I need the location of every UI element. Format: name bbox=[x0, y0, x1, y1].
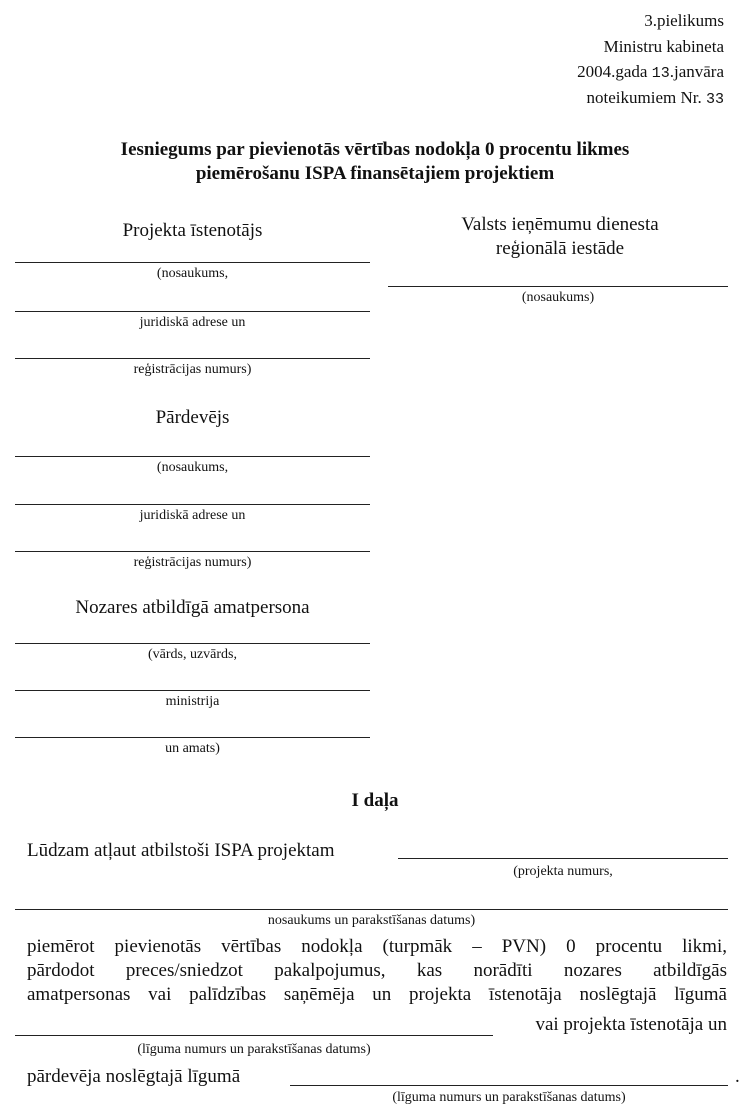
project-caption: (projekta numurs, bbox=[513, 864, 613, 879]
seller-caption-2: juridiskā adrese un bbox=[139, 508, 246, 523]
implementer-label: Projekta īstenotājs bbox=[122, 220, 263, 241]
official-line-3[interactable] bbox=[15, 737, 370, 738]
seller-contract-caption: (līguma numurs un parakstīšanas datums) bbox=[392, 1090, 626, 1105]
regs-label: noteikumiem Nr. bbox=[586, 88, 702, 107]
seller-contract-line[interactable] bbox=[290, 1085, 728, 1086]
tax-office-line[interactable] bbox=[388, 286, 728, 287]
part-1-heading: I daļa bbox=[351, 790, 399, 811]
seller-contract-label: pārdevēja noslēgtajā līgumā bbox=[27, 1066, 241, 1087]
title-line-2: piemērošanu ISPA finansētajiem projektiem bbox=[195, 163, 555, 184]
paragraph-line-3: amatpersonas vai palīdzības saņēmēja un projekta īstenotāja noslēgtajā līgumā bbox=[27, 984, 727, 1005]
tax-office-label bbox=[390, 213, 730, 261]
tax-office-label-line-1: Valsts ieņēmumu dienesta bbox=[461, 214, 659, 235]
project-line[interactable] bbox=[398, 858, 728, 859]
contract-tail-text: vai projekta īstenotāja un bbox=[535, 1014, 727, 1035]
seller-caption-3: reģistrācijas numurs) bbox=[133, 555, 252, 570]
paragraph-line-1: piemērot pievienotās vērtības nodokļa (turpmāk – PVN) 0 procentu likmi, bbox=[27, 936, 727, 957]
implementer-line-2[interactable] bbox=[15, 311, 370, 312]
annex-number: 3.pielikums bbox=[644, 11, 724, 30]
date-suffix: .janvāra bbox=[669, 62, 724, 81]
official-caption-2: ministrija bbox=[165, 694, 220, 709]
cabinet-label: Ministru kabineta bbox=[603, 37, 724, 56]
regulation-date bbox=[577, 63, 724, 81]
seller-caption-1: (nosaukums, bbox=[156, 460, 229, 475]
project-details-caption: nosaukums un parakstīšanas datums) bbox=[267, 913, 476, 928]
regs-number: 33 bbox=[705, 91, 724, 108]
paragraph-line-2: pārdodot preces/sniedzot pakalpojumus, kas norādīti nozares atbildīgās bbox=[27, 960, 727, 981]
seller-line-2[interactable] bbox=[15, 504, 370, 505]
implementer-line-1[interactable] bbox=[15, 262, 370, 263]
seller-line-3[interactable] bbox=[15, 551, 370, 552]
document-title bbox=[40, 138, 710, 186]
implementer-line-3[interactable] bbox=[15, 358, 370, 359]
official-line-1[interactable] bbox=[15, 643, 370, 644]
tax-office-label-line-2: reģionālā iestāde bbox=[495, 238, 625, 259]
seller-line-1[interactable] bbox=[15, 456, 370, 457]
date-prefix: 2004.gada bbox=[577, 62, 648, 81]
contract-line[interactable] bbox=[15, 1035, 493, 1036]
title-line-1: Iesniegums par pievienotās vērtības nodokļa 0 procentu likmes bbox=[120, 139, 630, 160]
implementer-caption-2: juridiskā adrese un bbox=[139, 315, 246, 330]
official-caption-1: (vārds, uzvārds, bbox=[147, 647, 238, 662]
official-caption-3: un amats) bbox=[165, 741, 220, 756]
request-label: Lūdzam atļaut atbilstoši ISPA projektam bbox=[27, 840, 335, 861]
official-line-2[interactable] bbox=[15, 690, 370, 691]
contract-caption: (līguma numurs un parakstīšanas datums) bbox=[137, 1042, 371, 1057]
end-period: . bbox=[735, 1066, 740, 1087]
implementer-caption-1: (nosaukums, bbox=[156, 266, 229, 281]
tax-office-caption: (nosaukums) bbox=[521, 290, 595, 305]
request-paragraph bbox=[27, 935, 727, 1007]
seller-label: Pārdevējs bbox=[155, 407, 230, 428]
implementer-caption-3: reģistrācijas numurs) bbox=[133, 362, 252, 377]
project-details-line[interactable] bbox=[15, 909, 728, 910]
date-day: 13 bbox=[651, 65, 670, 82]
regulation-number bbox=[587, 89, 724, 107]
official-label: Nozares atbildīgā amatpersona bbox=[75, 597, 310, 618]
